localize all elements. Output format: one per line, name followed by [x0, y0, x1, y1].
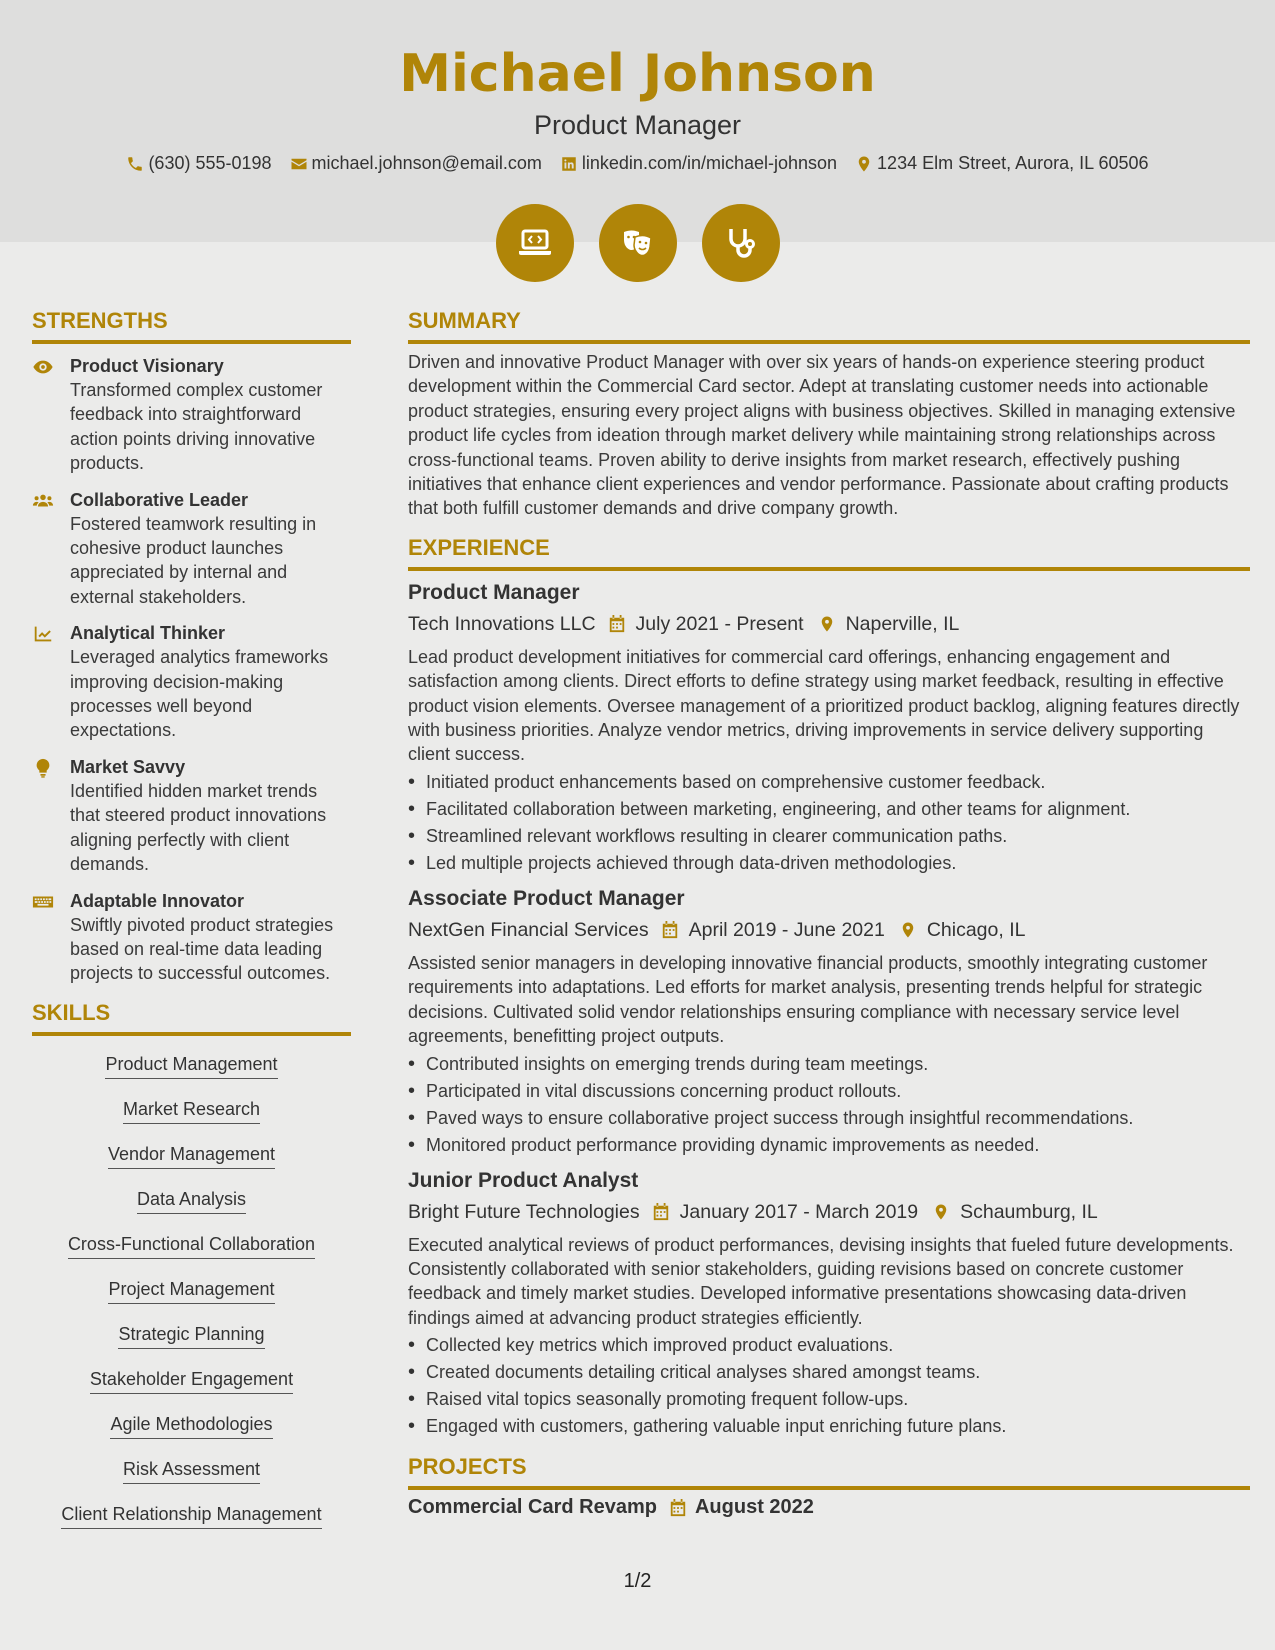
job-dates: July 2021 - Present	[635, 612, 804, 635]
strength-desc: Fostered teamwork resulting in cohesive product launches appreciated by internal and external stakeholders.	[70, 513, 317, 607]
bullet-item: • Participated in vital discussions concerning product rollouts.	[408, 1078, 1250, 1105]
job-bullets	[408, 1051, 1250, 1159]
contact-email[interactable]	[290, 153, 542, 174]
skill-tag: Client Relationship Management	[61, 1502, 321, 1529]
interest-icons	[0, 204, 1275, 282]
strength-item	[32, 889, 351, 986]
contact-phone[interactable]	[126, 153, 271, 174]
skill-tag: Agile Methodologies	[110, 1412, 272, 1439]
job-company: Tech Innovations LLC	[408, 612, 596, 635]
skill-tag: Risk Assessment	[123, 1457, 260, 1484]
summary-text: Driven and innovative Product Manager with over six years of hands-on experience steering product development within the Commercial Card sector. Adept at translating customer needs into actionable product strategies, ensuring every project aligns with business objectives. Skilled in managing extensive product life cycles from ideation through market delivery while maintaining strong relationships across cross-functional teams. Proven ability to derive insights from market research, effectively pushing initiatives that enhance client experiences and vendor performance. Passionate about crafting products that both fulfill customer demands and drive company growth.	[408, 352, 1236, 519]
left-column	[32, 308, 351, 1547]
strength-desc: Swiftly pivoted product strategies based on real-time data leading projects to successful outcomes.	[70, 914, 334, 984]
bullet-item: • Monitored product performance providing dynamic improvements as needed.	[408, 1132, 1250, 1159]
project-name: Commercial Card Revamp	[408, 1496, 657, 1519]
strength-title: Product Visionary	[70, 356, 224, 376]
page-number: 1/2	[623, 1570, 652, 1592]
skill-tag: Stakeholder Engagement	[90, 1367, 293, 1394]
strength-item	[32, 755, 351, 877]
job-company: NextGen Financial Services	[408, 918, 649, 941]
skill-tag: Market Research	[123, 1097, 260, 1124]
job-title: Product Manager	[408, 580, 580, 604]
job-title: Associate Product Manager	[408, 886, 685, 910]
job-location: Naperville, IL	[845, 612, 960, 635]
location-icon	[899, 920, 917, 940]
job-bullets	[408, 1332, 1250, 1440]
bullet-item: • Streamlined relevant workflows resulting in clearer communication paths.	[408, 823, 1250, 850]
bullet-item: • Contributed insights on emerging trends during team meetings.	[408, 1051, 1250, 1078]
skill-tag: Cross-Functional Collaboration	[68, 1232, 315, 1259]
strength-title: Analytical Thinker	[70, 623, 226, 644]
skill-list	[32, 1052, 351, 1547]
strength-item	[32, 354, 351, 476]
job-entry	[408, 579, 1250, 877]
job-company: Bright Future Technologies	[408, 1200, 640, 1223]
stethoscope-icon	[721, 223, 761, 263]
skill-tag: Data Analysis	[137, 1187, 246, 1214]
strength-item	[32, 488, 351, 610]
job-entry	[408, 1167, 1250, 1441]
eye-icon	[32, 356, 54, 378]
interest-circle	[599, 204, 677, 282]
laptop-code-icon	[515, 223, 555, 263]
interest-circle	[702, 204, 780, 282]
bullet-item: • Led multiple projects achieved through data-driven methodologies.	[408, 850, 1250, 877]
strength-desc: Identified hidden market trends that steered product innovations aligning perfectly with client demands.	[70, 780, 327, 875]
job-location: Chicago, IL	[926, 918, 1026, 941]
linkedin-icon	[560, 155, 578, 173]
calendar-icon	[652, 1202, 670, 1222]
contact-address	[855, 153, 1149, 174]
contact-phone-text: (630) 555-0198	[148, 153, 272, 173]
theater-masks-icon	[618, 223, 658, 263]
contact-email-text: michael.johnson@email.com	[311, 153, 542, 173]
job-desc: Lead product development initiatives for commercial card offerings, enhancing engagement and satisfaction among clients. Direct efforts to define strategy using market feedback, resulting in effective product vision elements. Oversee management of a prioritized product backlog, aligning features directly with business priorities. Analyze vendor metrics, driving improvements in service delivery supporting client success.	[408, 646, 1240, 765]
job-location: Schaumburg, IL	[960, 1200, 1098, 1223]
job-dates: April 2019 - June 2021	[688, 918, 885, 941]
bullet-item: • Collected key metrics which improved product evaluations.	[408, 1332, 1250, 1359]
project-date: August 2022	[694, 1496, 814, 1519]
skill-tag: Strategic Planning	[118, 1322, 264, 1349]
skill-tag: Product Management	[105, 1052, 277, 1079]
job-meta	[408, 611, 1250, 637]
bullet-item: • Engaged with customers, gathering valuable input enriching future plans.	[408, 1413, 1250, 1440]
calendar-icon	[669, 1498, 687, 1518]
location-icon	[932, 1202, 950, 1222]
job-bullets	[408, 769, 1250, 877]
strength-title: Adaptable Innovator	[70, 890, 245, 911]
lightbulb-icon	[32, 757, 54, 779]
bullet-item: • Raised vital topics seasonally promoting frequent follow-ups.	[408, 1386, 1250, 1413]
summary-heading: SUMMARY	[408, 308, 1250, 344]
skill-tag: Vendor Management	[108, 1142, 275, 1169]
candidate-name: Michael Johnson	[399, 44, 876, 104]
job-entry	[408, 885, 1250, 1159]
calendar-icon	[608, 614, 626, 634]
strength-item	[32, 621, 351, 743]
strengths-heading: STRENGTHS	[32, 308, 351, 344]
job-desc: Assisted senior managers in developing innovative financial products, smoothly integrating customer requirements into adaptations. Led efforts for market analysis, presenting trends helpful for strategic decisions. Cultivated solid vendor relationships ensuring compliance with necessary service level agreements, benefitting project outputs.	[408, 952, 1208, 1047]
contact-linkedin[interactable]	[560, 153, 837, 174]
chart-line-icon	[32, 623, 54, 645]
location-icon	[855, 155, 873, 173]
strength-title: Collaborative Leader	[70, 489, 249, 510]
bullet-item: • Paved ways to ensure collaborative project success through insightful recommendations.	[408, 1105, 1250, 1132]
contact-address-text: 1234 Elm Street, Aurora, IL 60506	[877, 153, 1149, 173]
keyboard-icon	[32, 891, 54, 913]
bullet-item: • Initiated product enhancements based on comprehensive customer feedback.	[408, 769, 1250, 796]
users-icon	[32, 490, 54, 512]
job-title: Junior Product Analyst	[408, 1168, 639, 1192]
bullet-item: • Facilitated collaboration between marketing, engineering, and other teams for alignment.	[408, 796, 1250, 823]
interest-circle	[496, 204, 574, 282]
contact-linkedin-text: linkedin.com/in/michael-johnson	[581, 153, 838, 173]
project-item	[408, 1496, 1250, 1519]
job-meta	[408, 917, 1250, 943]
job-desc: Executed analytical reviews of product performances, devising insights that fueled future developments. Consistently collaborated with senior stakeholders, guiding revisions based on concrete customer feedback and timely market studies. Developed informative presentations showcasing data-driven findings aimed at advancing product strategies efficiently.	[408, 1234, 1234, 1328]
calendar-icon	[661, 920, 679, 940]
strength-title: Market Savvy	[70, 756, 186, 777]
bullet-item: • Created documents detailing critical analyses shared amongst teams.	[408, 1359, 1250, 1386]
projects-heading: PROJECTS	[408, 1454, 1250, 1490]
skills-section	[32, 1000, 351, 1547]
email-icon	[290, 155, 308, 173]
job-meta	[408, 1199, 1250, 1225]
location-icon	[818, 614, 836, 634]
contact-bar	[0, 153, 1275, 174]
experience-heading: EXPERIENCE	[408, 535, 1250, 571]
strength-desc: Leveraged analytics frameworks improving decision-making processes well beyond expectations.	[70, 647, 329, 741]
strength-desc: Transformed complex customer feedback into straightforward action points driving innovative products.	[70, 380, 323, 474]
job-dates: January 2017 - March 2019	[679, 1200, 919, 1223]
skills-heading: SKILLS	[32, 1000, 351, 1036]
skill-tag: Project Management	[108, 1277, 274, 1304]
candidate-role: Product Manager	[533, 110, 742, 140]
right-column	[408, 308, 1250, 1519]
phone-icon	[126, 155, 144, 173]
